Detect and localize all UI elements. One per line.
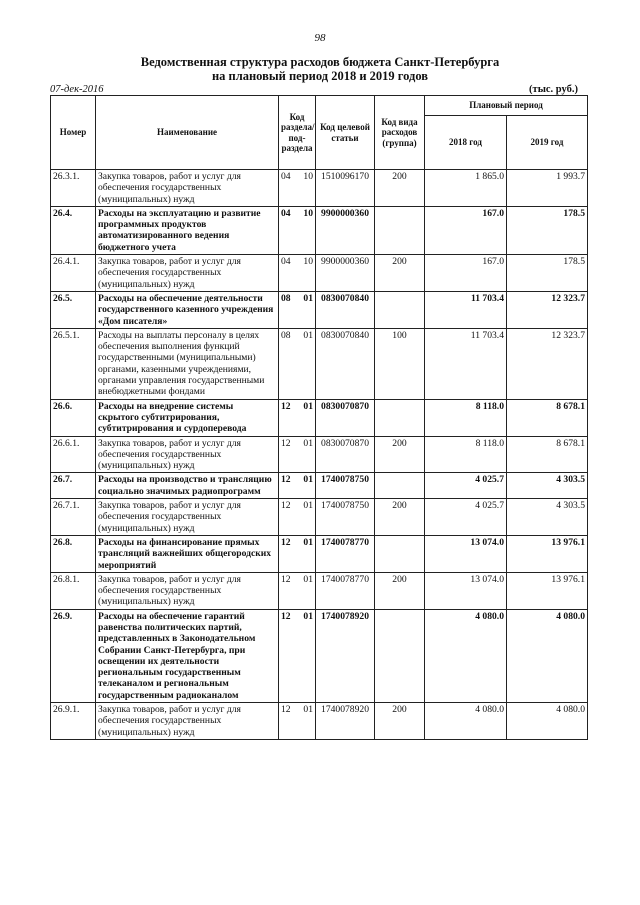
document-date: 07-дек-2016 bbox=[50, 84, 104, 95]
row-section-code: 12 bbox=[279, 535, 297, 572]
row-value-2018: 11 703.4 bbox=[425, 328, 507, 399]
row-expense-type bbox=[375, 473, 425, 499]
table-row bbox=[51, 328, 588, 399]
table-row bbox=[51, 436, 588, 473]
row-value-2019: 12 323.7 bbox=[507, 291, 588, 328]
row-expense-type: 200 bbox=[375, 499, 425, 536]
row-value-2018: 167.0 bbox=[425, 255, 507, 292]
row-name: Расходы на финансирование прямых трансляций важнейших общегородских мероприятий bbox=[96, 535, 279, 572]
row-section-code: 12 bbox=[279, 436, 297, 473]
row-subsection-code: 01 bbox=[297, 399, 316, 436]
row-subsection-code: 10 bbox=[297, 206, 316, 254]
table-row bbox=[51, 499, 588, 536]
row-target-code: 1510096170 bbox=[316, 170, 375, 207]
row-target-code: 0830070870 bbox=[316, 436, 375, 473]
row-target-code: 1740078920 bbox=[316, 703, 375, 740]
row-value-2019: 1 993.7 bbox=[507, 170, 588, 207]
row-value-2018: 4 025.7 bbox=[425, 473, 507, 499]
row-number: 26.8.1. bbox=[51, 572, 96, 609]
row-subsection-code: 01 bbox=[297, 703, 316, 740]
row-section-code: 08 bbox=[279, 291, 297, 328]
table-row bbox=[51, 572, 588, 609]
row-number: 26.3.1. bbox=[51, 170, 96, 207]
row-subsection-code: 10 bbox=[297, 255, 316, 292]
row-number: 26.4.1. bbox=[51, 255, 96, 292]
row-name: Закупка товаров, работ и услуг для обеспечения государственных (муниципальных) нужд bbox=[96, 499, 279, 536]
row-name: Закупка товаров, работ и услуг для обеспечения государственных (муниципальных) нужд bbox=[96, 703, 279, 740]
row-value-2019: 4 303.5 bbox=[507, 473, 588, 499]
row-subsection-code: 01 bbox=[297, 291, 316, 328]
row-expense-type bbox=[375, 535, 425, 572]
table-row bbox=[51, 609, 588, 702]
table-row bbox=[51, 473, 588, 499]
table-row bbox=[51, 206, 588, 254]
row-name: Закупка товаров, работ и услуг для обеспечения государственных (муниципальных) нужд bbox=[96, 572, 279, 609]
row-name: Расходы на выплаты персоналу в целях обеспечения выполнения функций государственными (муниципальными) органами, казенными учреждениями, органами управления государственными внебюджетными фондами bbox=[96, 328, 279, 399]
row-value-2019: 178.5 bbox=[507, 255, 588, 292]
row-value-2019: 4 080.0 bbox=[507, 703, 588, 740]
row-value-2018: 13 074.0 bbox=[425, 535, 507, 572]
row-number: 26.6. bbox=[51, 399, 96, 436]
header-section-code: Код раздела/ под- раздела bbox=[279, 96, 316, 170]
row-expense-type: 200 bbox=[375, 572, 425, 609]
row-value-2019: 4 080.0 bbox=[507, 609, 588, 702]
row-value-2019: 178.5 bbox=[507, 206, 588, 254]
row-expense-type: 200 bbox=[375, 255, 425, 292]
table-row bbox=[51, 291, 588, 328]
title-line-2: на плановый период 2018 и 2019 годов bbox=[211, 69, 429, 83]
row-section-code: 12 bbox=[279, 703, 297, 740]
row-name: Закупка товаров, работ и услуг для обеспечения государственных (муниципальных) нужд bbox=[96, 436, 279, 473]
table-row bbox=[51, 703, 588, 740]
table-row bbox=[51, 535, 588, 572]
row-section-code: 08 bbox=[279, 328, 297, 399]
row-value-2019: 13 976.1 bbox=[507, 535, 588, 572]
row-name: Закупка товаров, работ и услуг для обеспечения государственных (муниципальных) нужд bbox=[96, 170, 279, 207]
row-section-code: 12 bbox=[279, 572, 297, 609]
table-row bbox=[51, 399, 588, 436]
row-target-code: 1740078920 bbox=[316, 609, 375, 702]
table-row bbox=[51, 170, 588, 207]
row-target-code: 0830070840 bbox=[316, 291, 375, 328]
row-value-2018: 167.0 bbox=[425, 206, 507, 254]
row-value-2019: 8 678.1 bbox=[507, 436, 588, 473]
row-name: Расходы на внедрение системы скрытого субтитрирования, субтитрирования и сурдоперевода bbox=[96, 399, 279, 436]
header-year-2019: 2019 год bbox=[507, 116, 588, 170]
row-subsection-code: 01 bbox=[297, 328, 316, 399]
row-subsection-code: 01 bbox=[297, 572, 316, 609]
row-name: Расходы на обеспечение деятельности государственного казенного учреждения «Дом писателя» bbox=[96, 291, 279, 328]
row-value-2018: 4 080.0 bbox=[425, 609, 507, 702]
document-title bbox=[0, 55, 640, 83]
row-target-code: 1740078770 bbox=[316, 572, 375, 609]
row-section-code: 04 bbox=[279, 206, 297, 254]
row-value-2018: 4 080.0 bbox=[425, 703, 507, 740]
row-section-code: 12 bbox=[279, 399, 297, 436]
page-number: 98 bbox=[314, 32, 326, 44]
expenditure-table bbox=[50, 95, 588, 740]
row-value-2018: 8 118.0 bbox=[425, 436, 507, 473]
row-value-2018: 13 074.0 bbox=[425, 572, 507, 609]
row-value-2018: 1 865.0 bbox=[425, 170, 507, 207]
row-name: Закупка товаров, работ и услуг для обеспечения государственных (муниципальных) нужд bbox=[96, 255, 279, 292]
row-target-code: 9900000360 bbox=[316, 206, 375, 254]
row-number: 26.6.1. bbox=[51, 436, 96, 473]
row-section-code: 04 bbox=[279, 170, 297, 207]
row-expense-type bbox=[375, 206, 425, 254]
row-value-2018: 4 025.7 bbox=[425, 499, 507, 536]
units-label: (тыс. руб.) bbox=[529, 84, 578, 95]
row-number: 26.4. bbox=[51, 206, 96, 254]
row-value-2019: 12 323.7 bbox=[507, 328, 588, 399]
row-value-2018: 11 703.4 bbox=[425, 291, 507, 328]
row-subsection-code: 01 bbox=[297, 609, 316, 702]
row-number: 26.9.1. bbox=[51, 703, 96, 740]
row-target-code: 1740078750 bbox=[316, 499, 375, 536]
row-target-code: 1740078770 bbox=[316, 535, 375, 572]
header-planned-period: Плановый период bbox=[425, 96, 588, 116]
row-target-code: 0830070870 bbox=[316, 399, 375, 436]
row-target-code: 1740078750 bbox=[316, 473, 375, 499]
row-subsection-code: 01 bbox=[297, 436, 316, 473]
row-name: Расходы на эксплуатацию и развитие программных продуктов автоматизированного ведения бюджетного учета bbox=[96, 206, 279, 254]
row-value-2019: 13 976.1 bbox=[507, 572, 588, 609]
row-section-code: 12 bbox=[279, 473, 297, 499]
row-expense-type: 200 bbox=[375, 703, 425, 740]
row-subsection-code: 01 bbox=[297, 535, 316, 572]
row-number: 26.5.1. bbox=[51, 328, 96, 399]
header-expense-type: Код вида расходов (группа) bbox=[375, 96, 425, 170]
row-subsection-code: 10 bbox=[297, 170, 316, 207]
row-number: 26.9. bbox=[51, 609, 96, 702]
row-section-code: 12 bbox=[279, 609, 297, 702]
row-section-code: 12 bbox=[279, 499, 297, 536]
header-number: Номер bbox=[51, 96, 96, 170]
header-year-2018: 2018 год bbox=[425, 116, 507, 170]
row-expense-type bbox=[375, 291, 425, 328]
row-expense-type bbox=[375, 609, 425, 702]
row-section-code: 04 bbox=[279, 255, 297, 292]
row-name: Расходы на производство и трансляцию социально значимых радиопрограмм bbox=[96, 473, 279, 499]
row-target-code: 0830070840 bbox=[316, 328, 375, 399]
row-number: 26.8. bbox=[51, 535, 96, 572]
row-target-code: 9900000360 bbox=[316, 255, 375, 292]
row-expense-type bbox=[375, 399, 425, 436]
row-number: 26.5. bbox=[51, 291, 96, 328]
table-row bbox=[51, 255, 588, 292]
row-expense-type: 200 bbox=[375, 436, 425, 473]
row-name: Расходы на обеспечение гарантий равенства политических партий, представленных в Законодательном Собрании Санкт-Петербурга, при освещении их деятельности региональным государственным телеканалом и региональным государственным радиоканалом bbox=[96, 609, 279, 702]
row-subsection-code: 01 bbox=[297, 499, 316, 536]
row-expense-type: 100 bbox=[375, 328, 425, 399]
row-number: 26.7. bbox=[51, 473, 96, 499]
row-value-2019: 4 303.5 bbox=[507, 499, 588, 536]
row-number: 26.7.1. bbox=[51, 499, 96, 536]
header-target-code: Код целевой статьи bbox=[316, 96, 375, 170]
row-value-2018: 8 118.0 bbox=[425, 399, 507, 436]
row-expense-type: 200 bbox=[375, 170, 425, 207]
row-subsection-code: 01 bbox=[297, 473, 316, 499]
title-line-1: Ведомственная структура расходов бюджета Санкт-Петербурга bbox=[140, 55, 500, 69]
header-name: Наименование bbox=[96, 96, 279, 170]
row-value-2019: 8 678.1 bbox=[507, 399, 588, 436]
